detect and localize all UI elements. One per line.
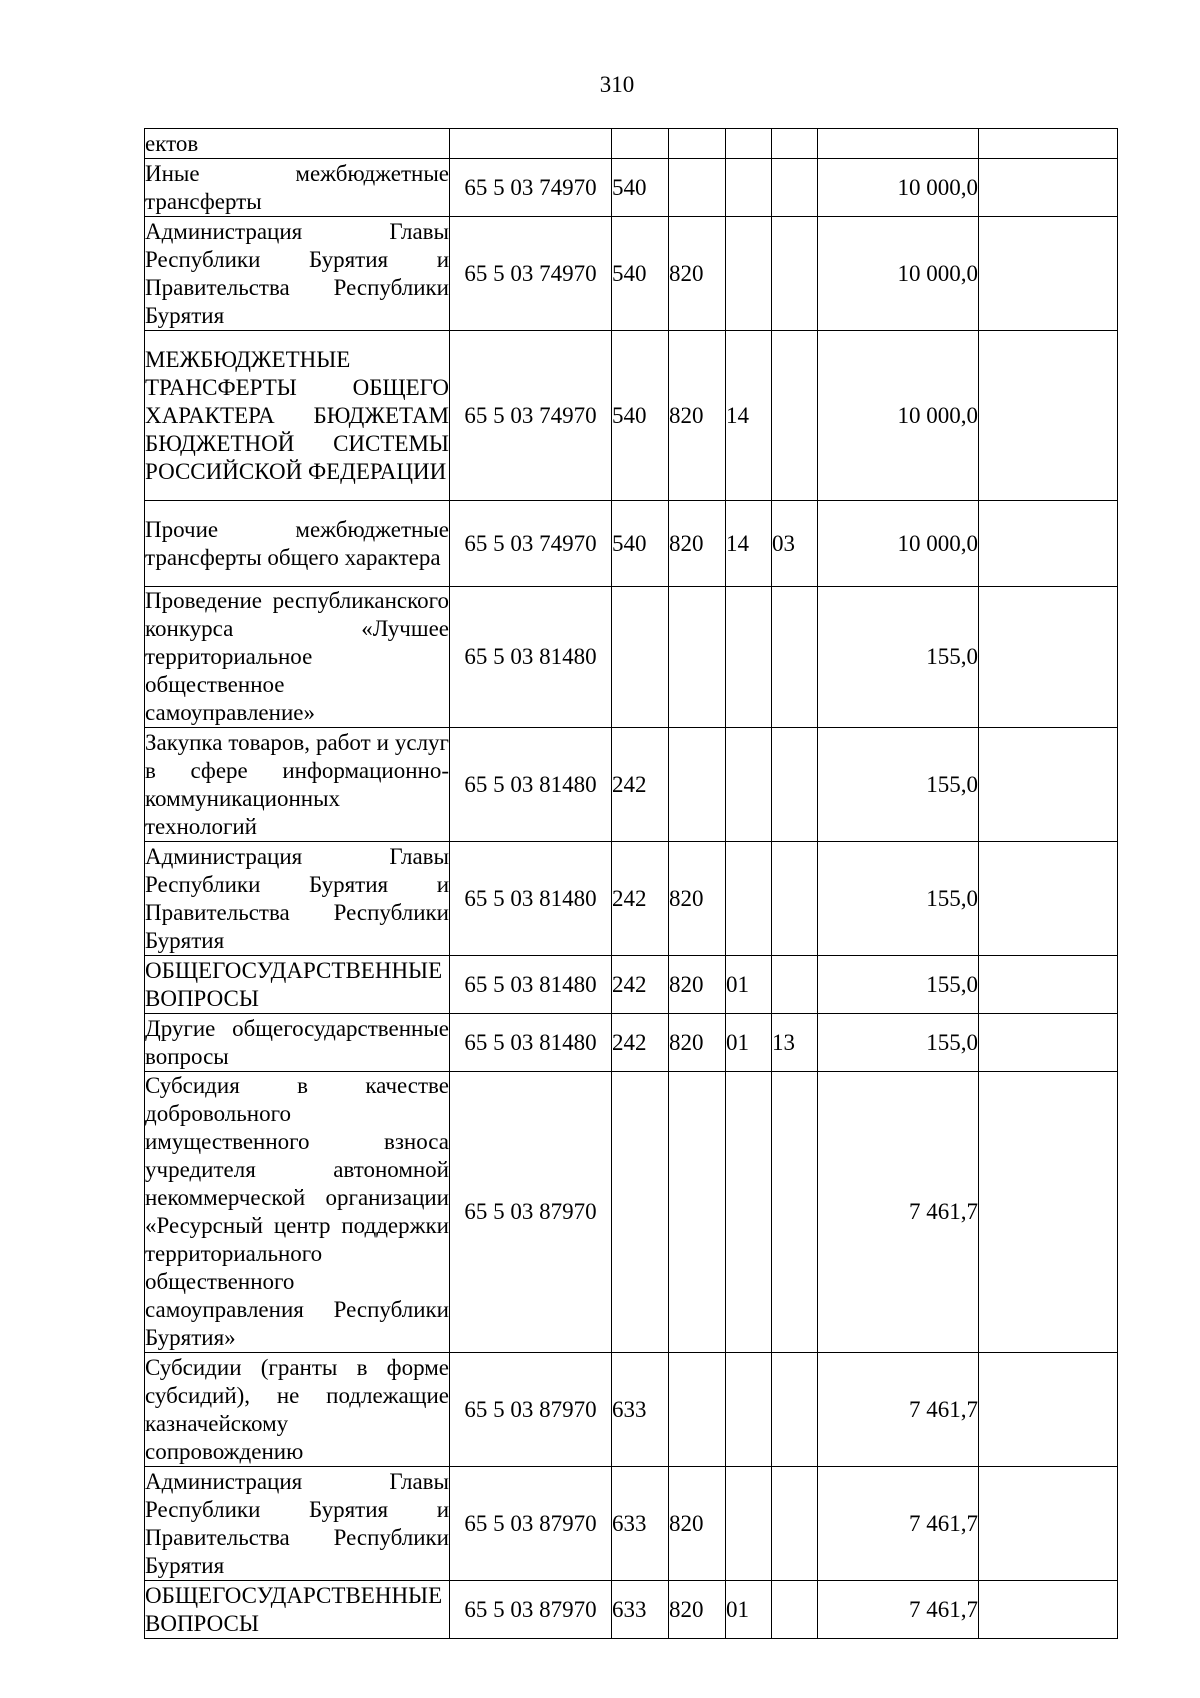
admin-code-cell: 820 — [669, 331, 726, 501]
empty-cell — [979, 501, 1118, 587]
name-cell: Администрация Главы Республики Бурятия и Правительства Республики Бурятия — [145, 1467, 450, 1581]
empty-cell — [979, 587, 1118, 728]
table-row — [145, 129, 1118, 159]
table-row — [145, 1014, 1118, 1072]
subsection-cell — [772, 728, 818, 842]
name-cell: Прочие межбюджетные трансферты общего характера — [145, 501, 450, 587]
section-cell — [726, 728, 772, 842]
target-article-cell: 65 5 03 81480 — [450, 956, 612, 1014]
admin-code-cell: 820 — [669, 956, 726, 1014]
subsection-cell — [772, 1353, 818, 1467]
table-row — [145, 501, 1118, 587]
subsection-cell — [772, 331, 818, 501]
admin-code-cell — [669, 728, 726, 842]
empty-cell — [979, 1072, 1118, 1353]
name-cell: МЕЖБЮДЖЕТНЫЕ ТРАНСФЕРТЫ ОБЩЕГО ХАРАКТЕРА БЮДЖЕТАМ БЮДЖЕТНОЙ СИСТЕМЫ РОССИЙСКОЙ ФЕДЕРАЦИИ — [145, 331, 450, 501]
section-cell — [726, 587, 772, 728]
target-article-cell: 65 5 03 81480 — [450, 728, 612, 842]
expense-type-cell: 633 — [612, 1467, 669, 1581]
admin-code-cell — [669, 1072, 726, 1353]
amount-cell: 7 461,7 — [818, 1072, 979, 1353]
amount-cell: 10 000,0 — [818, 501, 979, 587]
budget-table — [144, 128, 1118, 1639]
name-cell: ектов — [145, 129, 450, 159]
table-row — [145, 728, 1118, 842]
subsection-cell — [772, 1581, 818, 1639]
amount-cell: 10 000,0 — [818, 331, 979, 501]
section-cell — [726, 842, 772, 956]
target-article-cell: 65 5 03 81480 — [450, 842, 612, 956]
name-cell: Администрация Главы Республики Бурятия и Правительства Республики Бурятия — [145, 842, 450, 956]
table-row — [145, 1072, 1118, 1353]
amount-cell: 7 461,7 — [818, 1581, 979, 1639]
admin-code-cell — [669, 159, 726, 217]
name-cell: Субсидия в качестве добровольного имущественного взноса учредителя автономной некоммерческой организации «Ресурсный центр поддержки территориального общественного самоуправления Республики Бурятия» — [145, 1072, 450, 1353]
target-article-cell: 65 5 03 74970 — [450, 501, 612, 587]
target-article-cell: 65 5 03 87970 — [450, 1581, 612, 1639]
section-cell — [726, 1072, 772, 1353]
amount-cell: 10 000,0 — [818, 217, 979, 331]
target-article-cell: 65 5 03 74970 — [450, 217, 612, 331]
target-article-cell: 65 5 03 87970 — [450, 1467, 612, 1581]
subsection-cell — [772, 842, 818, 956]
subsection-cell — [772, 129, 818, 159]
target-article-cell — [450, 129, 612, 159]
section-cell: 14 — [726, 331, 772, 501]
name-cell: ОБЩЕГОСУДАРСТВЕННЫЕ ВОПРОСЫ — [145, 956, 450, 1014]
subsection-cell: 13 — [772, 1014, 818, 1072]
expense-type-cell — [612, 1072, 669, 1353]
amount-cell: 7 461,7 — [818, 1467, 979, 1581]
section-cell — [726, 1467, 772, 1581]
section-cell — [726, 1353, 772, 1467]
empty-cell — [979, 728, 1118, 842]
expense-type-cell: 540 — [612, 159, 669, 217]
empty-cell — [979, 217, 1118, 331]
empty-cell — [979, 331, 1118, 501]
empty-cell — [979, 1581, 1118, 1639]
table-row — [145, 956, 1118, 1014]
amount-cell: 155,0 — [818, 587, 979, 728]
name-cell: Закупка товаров, работ и услуг в сфере информационно-коммуникационных технологий — [145, 728, 450, 842]
admin-code-cell: 820 — [669, 217, 726, 331]
section-cell: 14 — [726, 501, 772, 587]
admin-code-cell — [669, 129, 726, 159]
target-article-cell: 65 5 03 74970 — [450, 331, 612, 501]
name-cell: Проведение республиканского конкурса «Лучшее территориальное общественное самоуправление» — [145, 587, 450, 728]
admin-code-cell: 820 — [669, 1581, 726, 1639]
amount-cell: 155,0 — [818, 956, 979, 1014]
expense-type-cell: 242 — [612, 1014, 669, 1072]
amount-cell: 10 000,0 — [818, 159, 979, 217]
admin-code-cell: 820 — [669, 842, 726, 956]
expense-type-cell — [612, 129, 669, 159]
empty-cell — [979, 129, 1118, 159]
amount-cell — [818, 129, 979, 159]
section-cell: 01 — [726, 1581, 772, 1639]
amount-cell: 155,0 — [818, 842, 979, 956]
expense-type-cell: 540 — [612, 217, 669, 331]
table-row — [145, 1581, 1118, 1639]
section-cell — [726, 217, 772, 331]
target-article-cell: 65 5 03 74970 — [450, 159, 612, 217]
subsection-cell — [772, 159, 818, 217]
section-cell: 01 — [726, 1014, 772, 1072]
table-row — [145, 159, 1118, 217]
expense-type-cell: 242 — [612, 842, 669, 956]
subsection-cell — [772, 587, 818, 728]
admin-code-cell — [669, 587, 726, 728]
subsection-cell — [772, 956, 818, 1014]
table-body — [145, 129, 1118, 1639]
amount-cell: 155,0 — [818, 728, 979, 842]
name-cell: Субсидии (гранты в форме субсидий), не подлежащие казначейскому сопровождению — [145, 1353, 450, 1467]
subsection-cell: 03 — [772, 501, 818, 587]
name-cell: Другие общегосударственные вопросы — [145, 1014, 450, 1072]
admin-code-cell — [669, 1353, 726, 1467]
expense-type-cell: 242 — [612, 956, 669, 1014]
name-cell: Администрация Главы Республики Бурятия и Правительства Республики Бурятия — [145, 217, 450, 331]
subsection-cell — [772, 217, 818, 331]
section-cell — [726, 159, 772, 217]
table-row — [145, 1467, 1118, 1581]
amount-cell: 155,0 — [818, 1014, 979, 1072]
empty-cell — [979, 159, 1118, 217]
empty-cell — [979, 1467, 1118, 1581]
table-row — [145, 587, 1118, 728]
admin-code-cell: 820 — [669, 1014, 726, 1072]
section-cell — [726, 129, 772, 159]
table-row — [145, 331, 1118, 501]
expense-type-cell: 633 — [612, 1353, 669, 1467]
table-row — [145, 842, 1118, 956]
subsection-cell — [772, 1072, 818, 1353]
target-article-cell: 65 5 03 87970 — [450, 1072, 612, 1353]
expense-type-cell — [612, 587, 669, 728]
table-row — [145, 1353, 1118, 1467]
expense-type-cell: 633 — [612, 1581, 669, 1639]
subsection-cell — [772, 1467, 818, 1581]
expense-type-cell: 242 — [612, 728, 669, 842]
target-article-cell: 65 5 03 81480 — [450, 1014, 612, 1072]
table-row — [145, 217, 1118, 331]
name-cell: ОБЩЕГОСУДАРСТВЕННЫЕ ВОПРОСЫ — [145, 1581, 450, 1639]
page-number: 310 — [599, 72, 635, 97]
empty-cell — [979, 956, 1118, 1014]
target-article-cell: 65 5 03 87970 — [450, 1353, 612, 1467]
empty-cell — [979, 842, 1118, 956]
empty-cell — [979, 1014, 1118, 1072]
empty-cell — [979, 1353, 1118, 1467]
expense-type-cell: 540 — [612, 501, 669, 587]
expense-type-cell: 540 — [612, 331, 669, 501]
admin-code-cell: 820 — [669, 1467, 726, 1581]
admin-code-cell: 820 — [669, 501, 726, 587]
target-article-cell: 65 5 03 81480 — [450, 587, 612, 728]
amount-cell: 7 461,7 — [818, 1353, 979, 1467]
section-cell: 01 — [726, 956, 772, 1014]
name-cell: Иные межбюджетные трансферты — [145, 159, 450, 217]
